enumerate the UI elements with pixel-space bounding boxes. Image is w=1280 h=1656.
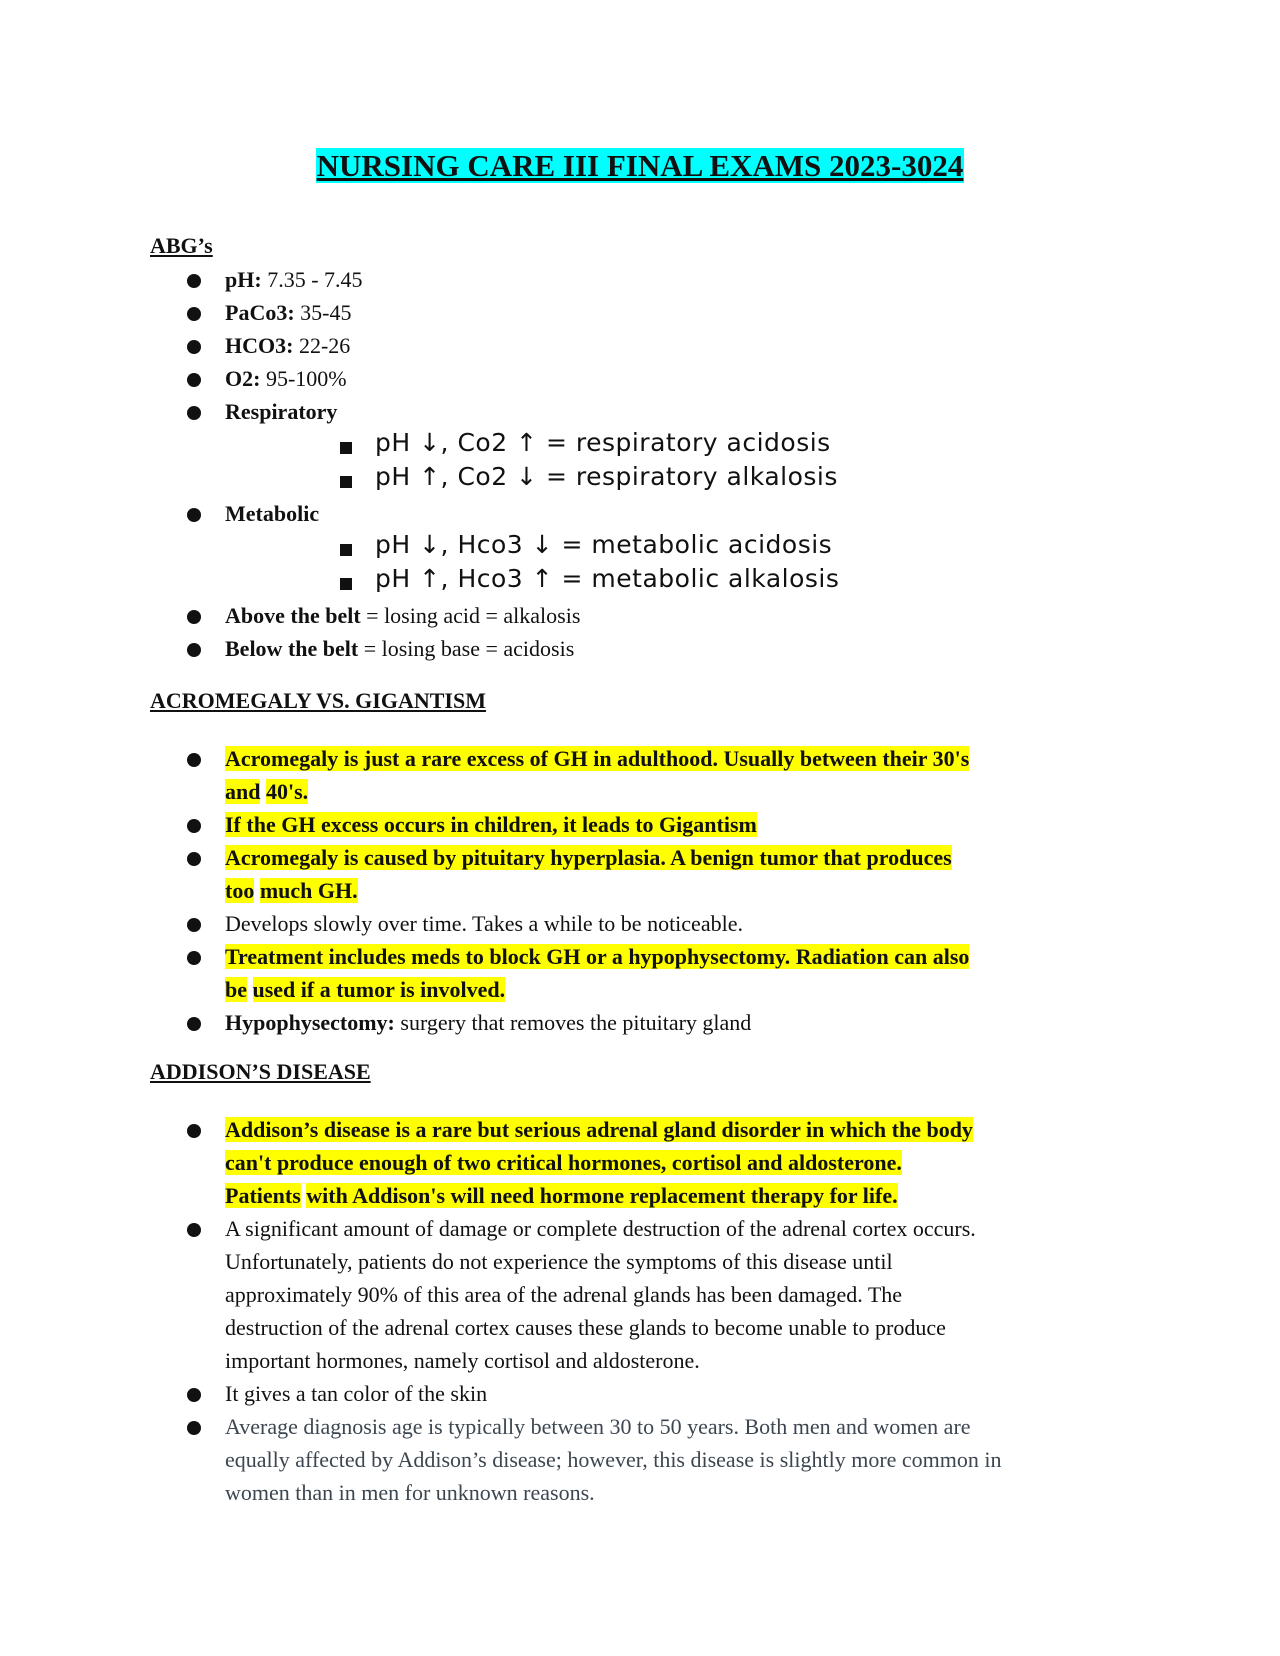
bullet-icon	[187, 1388, 201, 1402]
bullet-icon	[187, 508, 201, 522]
below-belt-item: Below the belt = losing base = acidosis	[225, 636, 575, 661]
addison-item-2: A significant amount of damage or complete destruction of the adrenal cortex occurs. Unfortunately, patients do not experience the symptoms of this disease until approximately 90% of this area of the adrenal glands has been damaged. The destruction of the adrenal cortex causes these glands to become unable to produce important hormones, namely cortisol and aldosterone.	[225, 1216, 976, 1373]
addison-item-3: It gives a tan color of the skin	[225, 1381, 488, 1406]
bullet-icon	[187, 373, 201, 387]
bullet-icon	[187, 274, 201, 288]
square-bullet-icon	[340, 476, 352, 488]
above-belt-item: Above the belt = losing acid = alkalosis	[225, 603, 581, 628]
bullet-icon	[187, 406, 201, 420]
acromegaly-item-1: Acromegaly is just a rare excess of GH in adulthood. Usually between their 30's and 40's.	[225, 746, 970, 804]
bullet-icon	[187, 951, 201, 965]
bullet-icon	[187, 643, 201, 657]
abg-hco3-item: HCO3: 22-26	[225, 333, 351, 358]
bullet-icon	[187, 610, 201, 624]
square-bullet-icon	[340, 578, 352, 590]
bullet-icon	[187, 1017, 201, 1031]
bullet-icon	[187, 1223, 201, 1237]
bullet-icon	[187, 918, 201, 932]
bullet-icon	[187, 1124, 201, 1138]
addison-item-1: Addison’s disease is a rare but serious adrenal gland disorder in which the body can't produce enough of two critical hormones, cortisol and aldosterone. Patients with Addison's will need hormone replacement therapy for life.	[225, 1117, 973, 1208]
acromegaly-item-5: Treatment includes meds to block GH or a hypophysectomy. Radiation can also be used if a tumor is involved.	[225, 944, 970, 1002]
abg-ph-item: pH: 7.35 - 7.45	[225, 267, 363, 292]
hypophysectomy-item: Hypophysectomy: surgery that removes the pituitary gland	[225, 1010, 752, 1035]
abg-paco3-item: PaCo3: 35-45	[225, 300, 352, 325]
metabolic-label: Metabolic	[225, 501, 320, 526]
abg-o2-item: O2: 95-100%	[225, 366, 347, 391]
bullet-icon	[187, 307, 201, 321]
acromegaly-heading: ACROMEGALY VS. GIGANTISM	[150, 688, 486, 713]
bullet-icon	[187, 340, 201, 354]
document-title: NURSING CARE III FINAL EXAMS 2023-3024	[316, 148, 964, 183]
square-bullet-icon	[340, 544, 352, 556]
square-bullet-icon	[340, 442, 352, 454]
respiratory-alkalosis-rule: pH ↑, Co2 ↓ = respiratory alkalosis	[375, 462, 838, 491]
bullet-icon	[187, 1421, 201, 1435]
bullet-icon	[187, 819, 201, 833]
acromegaly-item-4: Develops slowly over time. Takes a while to be noticeable.	[225, 911, 743, 936]
acromegaly-item-2: If the GH excess occurs in children, it leads to Gigantism	[225, 812, 757, 837]
metabolic-alkalosis-rule: pH ↑, Hco3 ↑ = metabolic alkalosis	[375, 564, 840, 593]
acromegaly-item-3: Acromegaly is caused by pituitary hyperplasia. A benign tumor that produces too much GH.	[225, 845, 952, 903]
addison-item-4: Average diagnosis age is typically between 30 to 50 years. Both men and women are equally affected by Addison’s disease; however, this disease is slightly more common in women than in men for unknown reasons.	[225, 1414, 1002, 1505]
bullet-icon	[187, 852, 201, 866]
addison-heading: ADDISON’S DISEASE	[150, 1059, 371, 1084]
respiratory-acidosis-rule: pH ↓, Co2 ↑ = respiratory acidosis	[375, 428, 831, 457]
bullet-icon	[187, 753, 201, 767]
abg-heading: ABG’s	[150, 233, 213, 258]
metabolic-acidosis-rule: pH ↓, Hco3 ↓ = metabolic acidosis	[375, 530, 833, 559]
respiratory-label: Respiratory	[225, 399, 338, 424]
